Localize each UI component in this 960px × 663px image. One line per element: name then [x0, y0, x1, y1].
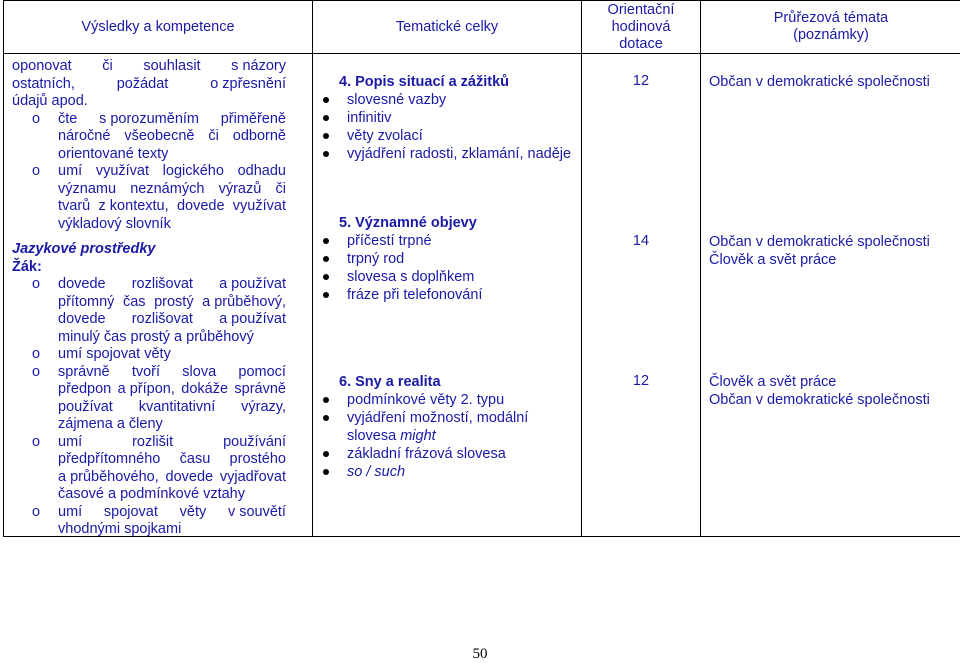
- word: a průběhový,: [202, 294, 286, 312]
- list-marker: o: [32, 504, 40, 522]
- word: a používat: [219, 276, 286, 294]
- word: odhadu: [238, 163, 286, 181]
- theme-line: Občan v demokratické společnosti: [709, 233, 957, 251]
- topic-item: [339, 109, 577, 127]
- word: tvarů: [58, 198, 90, 216]
- word: věty: [180, 504, 207, 522]
- topic-item-text: might: [400, 428, 435, 444]
- topic-item-text: trpný rod: [347, 251, 404, 267]
- word: údajů apod.: [12, 93, 88, 109]
- header-hours-line: dotace: [619, 36, 663, 52]
- bullet-icon: [323, 469, 329, 475]
- outcomes-cell: [4, 54, 313, 537]
- content-row: [4, 54, 960, 537]
- word: umí: [58, 163, 82, 181]
- intro-line: [12, 58, 286, 76]
- themes-block: [709, 233, 957, 269]
- outcome-item: [12, 504, 286, 537]
- outcome-line: [58, 504, 286, 522]
- outcome-item: [12, 434, 286, 504]
- header-themes-line: (poznámky): [793, 27, 869, 43]
- word: odborně: [233, 128, 286, 146]
- theme-line: Člověk a svět práce: [709, 251, 957, 269]
- outcome-line: [58, 399, 286, 417]
- word: používání: [223, 434, 286, 452]
- outcome-line: [58, 329, 286, 347]
- topic-list: [339, 232, 577, 304]
- bullet-icon: [323, 274, 329, 280]
- word: a průběhového,: [58, 469, 159, 487]
- section-heading: Jazykové prostředky: [12, 241, 286, 259]
- intro-line: [12, 93, 286, 111]
- word: tvoří: [132, 364, 160, 382]
- topic-item: [339, 409, 577, 445]
- word: času: [180, 451, 211, 469]
- outcome-line: [58, 416, 286, 434]
- word: orientované texty: [58, 146, 168, 162]
- topic-item-text: fráze při telefonování: [347, 287, 482, 303]
- list-marker: o: [32, 346, 40, 364]
- outcome-line: [58, 181, 286, 199]
- outcome-line: [58, 434, 286, 452]
- header-hours-line: hodinová: [612, 19, 671, 35]
- topic-list: [339, 91, 577, 163]
- word: oponovat: [12, 58, 72, 76]
- word: využívat: [233, 198, 286, 216]
- topic-item-text: věty zvolací: [347, 128, 423, 144]
- topic-item-text: slovesa s doplňkem: [347, 269, 474, 285]
- header-row: [4, 1, 960, 54]
- topic-item: [339, 232, 577, 250]
- hours-value: 14: [582, 233, 700, 249]
- outcome-line: [58, 198, 286, 216]
- outcome-line: [58, 294, 286, 312]
- word: z kontextu,: [99, 198, 169, 216]
- topic-item-text: vyjádření radosti, zklamání, naděje: [347, 146, 571, 162]
- topic-block: [339, 214, 577, 304]
- word: využívat: [96, 163, 149, 181]
- bullet-icon: [323, 115, 329, 121]
- hours-value: 12: [582, 373, 700, 389]
- word: s porozuměním: [99, 111, 199, 129]
- word: požádat: [117, 76, 169, 94]
- outcome-line: [58, 216, 286, 234]
- topic-item-text: slovesa: [347, 428, 400, 444]
- word: a přípon,: [118, 381, 175, 399]
- hours-cell: [582, 54, 701, 537]
- topic-item: [339, 391, 577, 409]
- word: správně: [234, 381, 286, 399]
- word: čte: [58, 111, 77, 129]
- topic-item: [339, 127, 577, 145]
- outcome-line: [58, 469, 286, 487]
- themes-content: [701, 54, 960, 532]
- word: kvantitativní: [139, 399, 216, 417]
- list-marker: o: [32, 163, 40, 181]
- topic-title: 6. Sny a realita: [339, 373, 577, 391]
- word: prostého: [230, 451, 286, 469]
- outcome-item: [12, 364, 286, 434]
- word: výrazy,: [241, 399, 286, 417]
- word: logického: [163, 163, 224, 181]
- word: či: [276, 181, 286, 199]
- outcome-line: [58, 451, 286, 469]
- word: ostatních,: [12, 76, 75, 94]
- word: výrazů: [219, 181, 262, 199]
- outcome-line: [58, 521, 286, 536]
- topic-item: [339, 445, 577, 463]
- outcome-item: [12, 346, 286, 364]
- topic-item-text: infinitiv: [347, 110, 391, 126]
- word: souhlasit: [143, 58, 200, 76]
- themes-block: [709, 73, 957, 91]
- word: předpřítomného: [58, 451, 160, 469]
- hours-value: 12: [582, 73, 700, 89]
- word: či: [102, 58, 112, 76]
- outcome-line: [58, 163, 286, 181]
- topic-item: [339, 250, 577, 268]
- outcome-line: [58, 311, 286, 329]
- topic-item: [339, 463, 577, 481]
- header-themes: [701, 1, 960, 54]
- word: přiměřeně: [221, 111, 286, 129]
- word: vyjadřovat: [220, 469, 286, 487]
- word: správně: [58, 364, 110, 382]
- topic-item: [339, 145, 577, 163]
- topic-block: [339, 73, 577, 163]
- header-topics: Tematické celky: [313, 1, 582, 54]
- word: používat: [58, 399, 113, 417]
- page-number: 50: [0, 646, 960, 663]
- topic-list: [339, 391, 577, 481]
- themes-block: [709, 373, 957, 409]
- word: či: [208, 128, 218, 146]
- word: vhodnými spojkami: [58, 521, 181, 536]
- bullet-icon: [323, 415, 329, 421]
- word: dovede: [58, 276, 106, 294]
- topic-item-text: so / such: [347, 464, 405, 480]
- outcome-line: [58, 364, 286, 382]
- theme-line: Občan v demokratické společnosti: [709, 73, 957, 91]
- word: umí: [58, 434, 82, 452]
- topics-content: [313, 54, 581, 532]
- outcome-line: [58, 276, 286, 294]
- topic-title: 5. Významné objevy: [339, 214, 577, 232]
- topic-item: [339, 91, 577, 109]
- outcome-line: [58, 128, 286, 146]
- outcome-item: [12, 276, 286, 346]
- topic-item-text: základní frázová slovesa: [347, 446, 506, 462]
- theme-line: Občan v demokratické společnosti: [709, 391, 957, 409]
- bullet-icon: [323, 97, 329, 103]
- word: všeobecně: [124, 128, 194, 146]
- curriculum-table: [3, 0, 960, 537]
- word: slova: [182, 364, 216, 382]
- word: spojovat: [104, 504, 158, 522]
- outcome-item: [12, 163, 286, 233]
- word: časové a podmínkové vztahy: [58, 486, 245, 502]
- list-marker: o: [32, 276, 40, 294]
- word: minulý čas prostý a průběhový: [58, 329, 254, 345]
- word: prostý: [154, 294, 194, 312]
- word: s názory: [231, 58, 286, 76]
- bullet-icon: [323, 451, 329, 457]
- topic-item-text: slovesné vazby: [347, 92, 446, 108]
- word: přítomný: [58, 294, 114, 312]
- themes-cell: [701, 54, 960, 537]
- bullet-icon: [323, 151, 329, 157]
- bullet-icon: [323, 256, 329, 262]
- bullet-icon: [323, 238, 329, 244]
- word: dovede: [58, 311, 106, 329]
- pupil-label: Žák:: [12, 259, 286, 277]
- header-hours-line: Orientační: [608, 2, 675, 18]
- outcome-line: [58, 111, 286, 129]
- word: významu: [58, 181, 116, 199]
- word: dovede: [166, 469, 214, 487]
- list-marker: o: [32, 111, 40, 129]
- header-hours: [582, 1, 701, 54]
- topic-item-text: vyjádření možností, modální: [347, 410, 528, 426]
- word: pomocí: [238, 364, 286, 382]
- list-marker: o: [32, 364, 40, 382]
- outcome-item: [12, 111, 286, 164]
- word: předpon: [58, 381, 111, 399]
- topic-item: [339, 268, 577, 286]
- word: rozlišit: [132, 434, 173, 452]
- word: a používat: [219, 311, 286, 329]
- hours-content: [582, 54, 700, 532]
- word: rozlišovat: [132, 276, 193, 294]
- word: dovede: [177, 198, 225, 216]
- outcome-line: [58, 381, 286, 399]
- topic-item-text: příčestí trpné: [347, 233, 432, 249]
- header-themes-line: Průřezová témata: [774, 10, 888, 26]
- outcome-line: [58, 486, 286, 504]
- header-outcomes: Výsledky a kompetence: [4, 1, 313, 54]
- list-marker: o: [32, 434, 40, 452]
- outcome-line: [58, 146, 286, 164]
- word: náročné: [58, 128, 110, 146]
- bullet-icon: [323, 133, 329, 139]
- theme-line: Člověk a svět práce: [709, 373, 957, 391]
- word: v souvětí: [228, 504, 286, 522]
- word: umí spojovat věty: [58, 346, 171, 362]
- topic-item-text: podmínkové věty 2. typu: [347, 392, 504, 408]
- topics-cell: [313, 54, 582, 537]
- word: neznámých: [130, 181, 204, 199]
- word: dokáže: [181, 381, 228, 399]
- word: čas: [123, 294, 146, 312]
- intro-line: [12, 76, 286, 94]
- outcomes-content: [4, 54, 312, 536]
- word: o zpřesnění: [210, 76, 286, 94]
- word: rozlišovat: [132, 311, 193, 329]
- word: výkladový slovník: [58, 216, 171, 232]
- bullet-icon: [323, 292, 329, 298]
- spacer: [12, 233, 286, 241]
- topic-title: 4. Popis situací a zážitků: [339, 73, 577, 91]
- word: zájmena a členy: [58, 416, 163, 432]
- topic-item: [339, 286, 577, 304]
- topic-block: [339, 373, 577, 481]
- outcome-line: [58, 346, 286, 364]
- bullet-icon: [323, 397, 329, 403]
- word: umí: [58, 504, 82, 522]
